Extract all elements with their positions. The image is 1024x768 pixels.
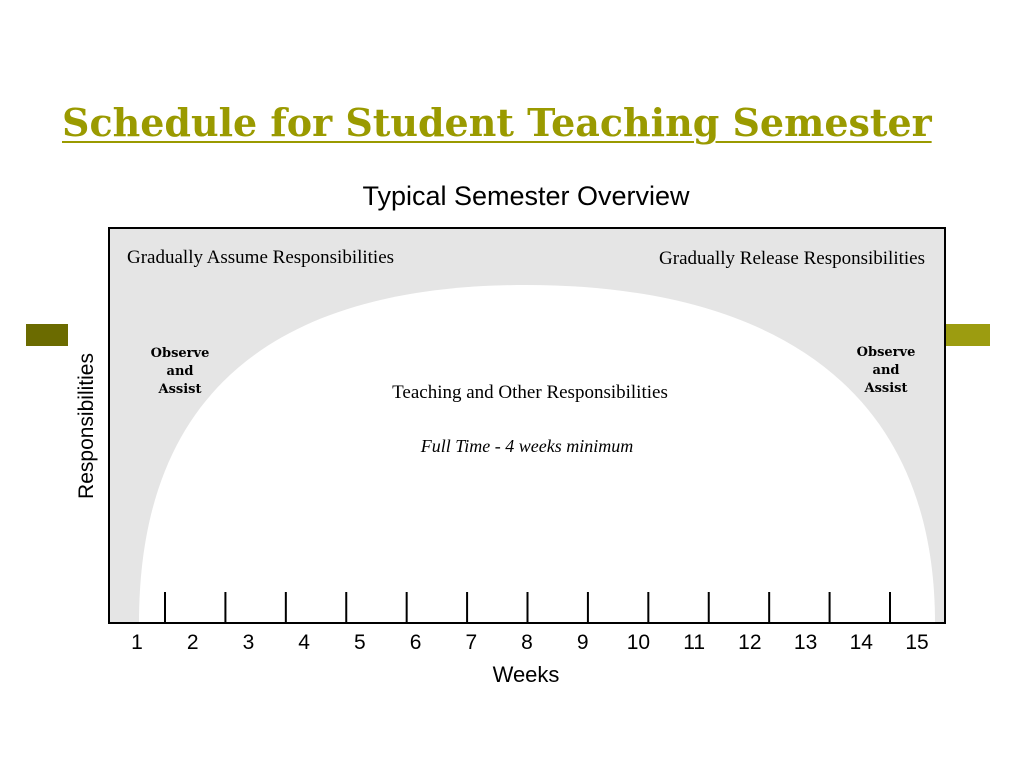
week-label-7: 7 xyxy=(465,631,478,654)
week-label-12: 12 xyxy=(738,631,762,654)
week-label-8: 8 xyxy=(521,631,533,654)
left-observe-label: Observe xyxy=(150,346,210,361)
teaching-responsibilities-label: Teaching and Other Responsibilities xyxy=(392,382,668,403)
week-label-1: 1 xyxy=(131,631,143,654)
week-label-11: 11 xyxy=(683,631,706,654)
week-label-4: 4 xyxy=(298,631,310,654)
week-label-13: 13 xyxy=(793,631,818,654)
y-axis-label: Responsibilities xyxy=(75,353,98,499)
week-label-9: 9 xyxy=(576,631,589,654)
week-label-14: 14 xyxy=(849,631,873,654)
week-label-5: 5 xyxy=(354,631,366,654)
slide-title: Schedule for Student Teaching Semester xyxy=(62,100,932,145)
week-label-6: 6 xyxy=(409,631,422,654)
week-label-10: 10 xyxy=(626,631,651,654)
right-and-label: and xyxy=(872,363,900,378)
right-assist-label: Assist xyxy=(864,381,908,396)
week-label-15: 15 xyxy=(905,631,929,654)
left-and-label: and xyxy=(166,364,194,379)
release-responsibilities-label: Gradually Release Responsibilities xyxy=(659,248,925,269)
x-axis-label: Weeks xyxy=(492,662,560,687)
left-assist-label: Assist xyxy=(158,382,202,397)
week-labels xyxy=(131,631,929,654)
full-time-label: Full Time - 4 weeks minimum xyxy=(420,436,634,456)
week-label-3: 3 xyxy=(242,631,255,654)
assume-responsibilities-label: Gradually Assume Responsibilities xyxy=(127,247,395,268)
right-observe-label: Observe xyxy=(856,345,916,360)
week-label-2: 2 xyxy=(186,631,199,654)
diagram-title: Typical Semester Overview xyxy=(362,181,690,211)
